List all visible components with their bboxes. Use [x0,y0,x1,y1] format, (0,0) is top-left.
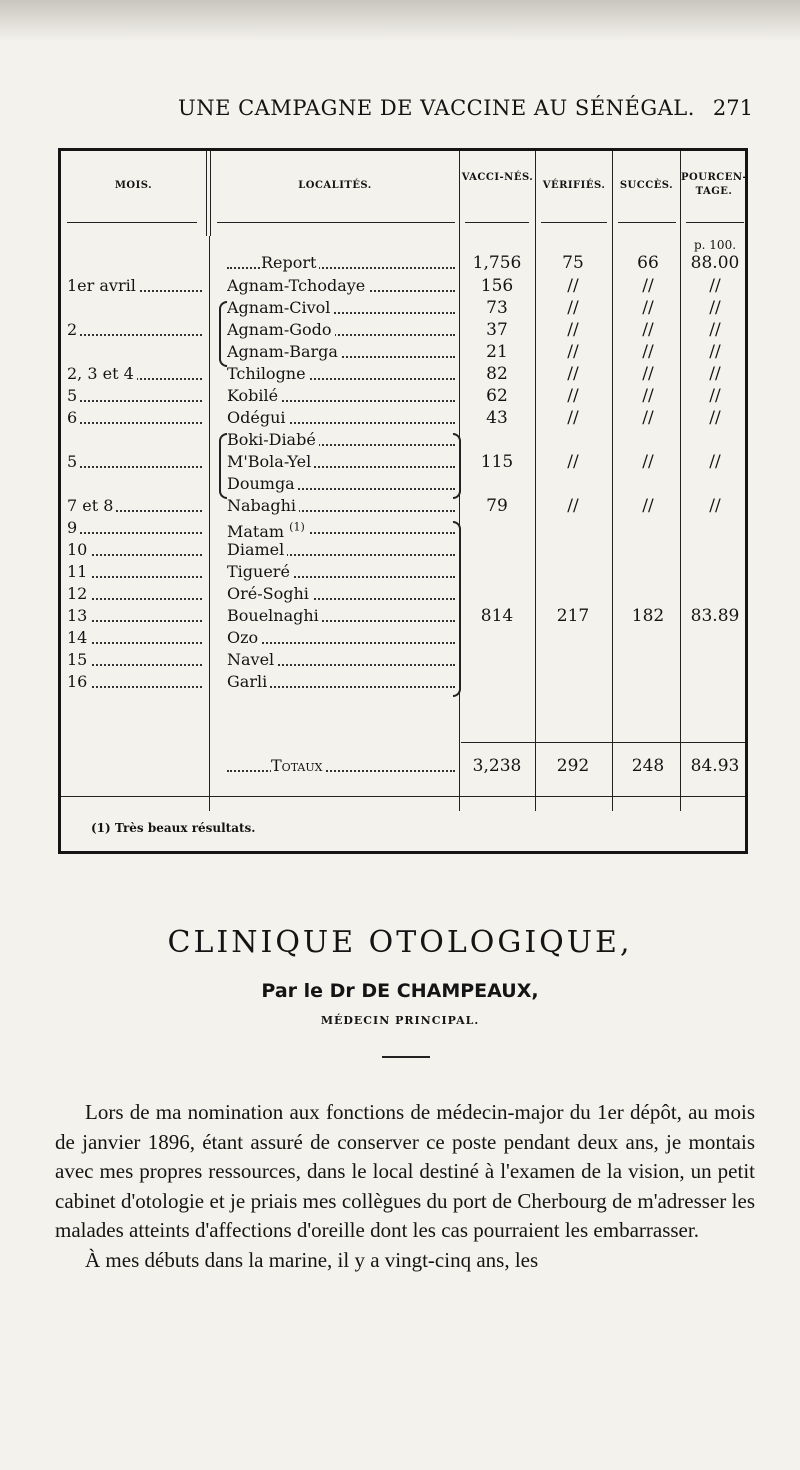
totals-rule [461,742,745,743]
running-head [178,96,753,126]
page-scan-edge [0,0,800,42]
group-brace [453,521,461,697]
table-row: Odégui [227,407,455,429]
page-number: 271 [712,96,753,120]
cell-month: 12 [67,583,202,605]
cell-verifies: // [567,408,579,428]
cell-verifies: // [567,320,579,340]
column-header-pourcentage: POURCEN-TAGE. [681,172,748,197]
cell-vaccines: 73 [486,298,508,318]
cell-vaccines: 814 [480,606,514,626]
author-role: MÉDECIN PRINCIPAL. [320,1014,480,1027]
table-row: Garli [227,671,455,693]
cell-vaccines: 43 [486,408,508,428]
cell-month: 1er avril [67,275,202,297]
paragraph: Lors de ma nomination aux fonctions de médecin-major du 1er dépôt, au mois de janvier 1896, étant assuré de conserver ce poste pendant deux ans, je montais avec mes propres ressources, dans le local destiné à l'examen de la vision, un petit cabinet d'otologie et je priais mes collègues du port de Cherbourg de m'adresser les malades atteints d'affections d'oreille dont les cas pourraient les embarrasser. [55,1100,755,1242]
cell-month: 11 [67,561,202,583]
paragraph: À mes débuts dans la marine, il y a vingt-cinq ans, les [85,1247,539,1272]
table-row: Agnam-Civol [227,297,455,319]
table-row: Tchilogne [227,363,455,385]
cell-verifies: // [567,452,579,472]
table-row: Report [227,252,455,274]
cell-vaccines: 1,756 [472,253,522,273]
total-succes: 248 [631,756,665,776]
group-brace [219,433,227,499]
cell-vaccines: 21 [486,342,508,362]
cell-succes: // [642,452,654,472]
cell-vaccines: 37 [486,320,508,340]
cell-verifies: // [567,386,579,406]
cell-pourcentage: // [709,320,721,340]
percent-unit: p. 100. [693,238,737,252]
cell-month: 14 [67,627,202,649]
table-bottom-rule [61,796,745,797]
col-divider [612,151,613,811]
cell-verifies: // [567,496,579,516]
table-row: Agnam-Tchodaye [227,275,455,297]
cell-pourcentage: // [709,364,721,384]
col-divider [680,151,681,811]
group-brace [453,433,461,499]
cell-succes: 182 [631,606,665,626]
cell-month: 15 [67,649,202,671]
total-verifies: 292 [556,756,590,776]
cell-month: 9 [67,517,202,539]
table-row: Oré-Soghi [227,583,455,605]
cell-pourcentage: 83.89 [690,606,740,626]
table-footnote: (1) Très beaux résultats. [91,821,256,835]
header-rule [217,222,455,223]
section-rule [382,1056,430,1058]
cell-verifies: // [567,276,579,296]
header-rule [465,222,529,223]
table-row: Nabaghi [227,495,455,517]
cell-vaccines: 62 [486,386,508,406]
cell-vaccines: 79 [486,496,508,516]
total-pourcentage: 84.93 [690,756,740,776]
totals-row: Totaux [227,755,455,777]
header-rule [686,222,744,223]
cell-succes: // [642,496,654,516]
cell-month: 2 [67,319,202,341]
table-row: Bouelnaghi [227,605,455,627]
col-divider [210,151,211,236]
article-title: CLINIQUE OTOLOGIQUE, [167,925,633,960]
cell-verifies: 75 [562,253,584,273]
header-rule [67,222,197,223]
cell-month: 6 [67,407,202,429]
cell-pourcentage: // [709,386,721,406]
table-row: Tigueré [227,561,455,583]
header-rule [541,222,607,223]
total-vaccines: 3,238 [472,756,522,776]
cell-succes: // [642,342,654,362]
cell-pourcentage: // [709,298,721,318]
cell-verifies: 217 [556,606,590,626]
cell-verifies: // [567,342,579,362]
article-author: Par le Dr DE CHAMPEAUX, [261,980,539,1002]
cell-succes: // [642,320,654,340]
table-row: Matam $^{(1)}$ [227,517,455,539]
table-row: Agnam-Godo [227,319,455,341]
cell-vaccines: 115 [480,452,514,472]
table-row: Boki-Diabé [227,429,455,451]
table-row: Navel [227,649,455,671]
cell-month: 13 [67,605,202,627]
table-row: Kobilé [227,385,455,407]
table-row: M'Bola-Yel [227,451,455,473]
cell-month: 2, 3 et 4 [67,363,202,385]
cell-pourcentage: // [709,496,721,516]
cell-verifies: // [567,298,579,318]
cell-succes: // [642,386,654,406]
cell-vaccines: 82 [486,364,508,384]
column-header-mois: MOIS. [114,180,153,191]
cell-pourcentage: 88.00 [690,253,740,273]
vaccination-table [58,148,748,854]
header-rule [618,222,676,223]
cell-month: 7 et 8 [67,495,202,517]
col-divider [206,151,207,236]
cell-month: 5 [67,451,202,473]
cell-vaccines: 156 [480,276,514,296]
cell-succes: // [642,276,654,296]
cell-month: 5 [67,385,202,407]
column-header-succes: SUCCÈS. [619,180,674,191]
col-divider [209,236,210,811]
cell-pourcentage: // [709,408,721,428]
article-body [55,1098,755,1275]
col-divider [535,151,536,811]
cell-month: 16 [67,671,202,693]
table-row: Doumga [227,473,455,495]
running-head-title: UNE CAMPAGNE DE VACCINE AU SÉNÉGAL. [178,96,695,120]
cell-succes: 66 [637,253,659,273]
cell-month: 10 [67,539,202,561]
cell-pourcentage: // [709,452,721,472]
table-row: Ozo [227,627,455,649]
table-row: Agnam-Barga [227,341,455,363]
column-header-vaccines: VACCI-NÉS. [461,172,534,183]
group-brace [219,301,227,367]
footnote-marker: (1) [289,521,305,534]
cell-pourcentage: // [709,342,721,362]
table-row: Diamel [227,539,455,561]
column-header-verifies: VÉRIFIÉS. [542,180,606,191]
cell-pourcentage: // [709,276,721,296]
cell-verifies: // [567,364,579,384]
column-header-localites: LOCALITÉS. [298,180,372,191]
cell-succes: // [642,364,654,384]
cell-succes: // [642,298,654,318]
cell-succes: // [642,408,654,428]
